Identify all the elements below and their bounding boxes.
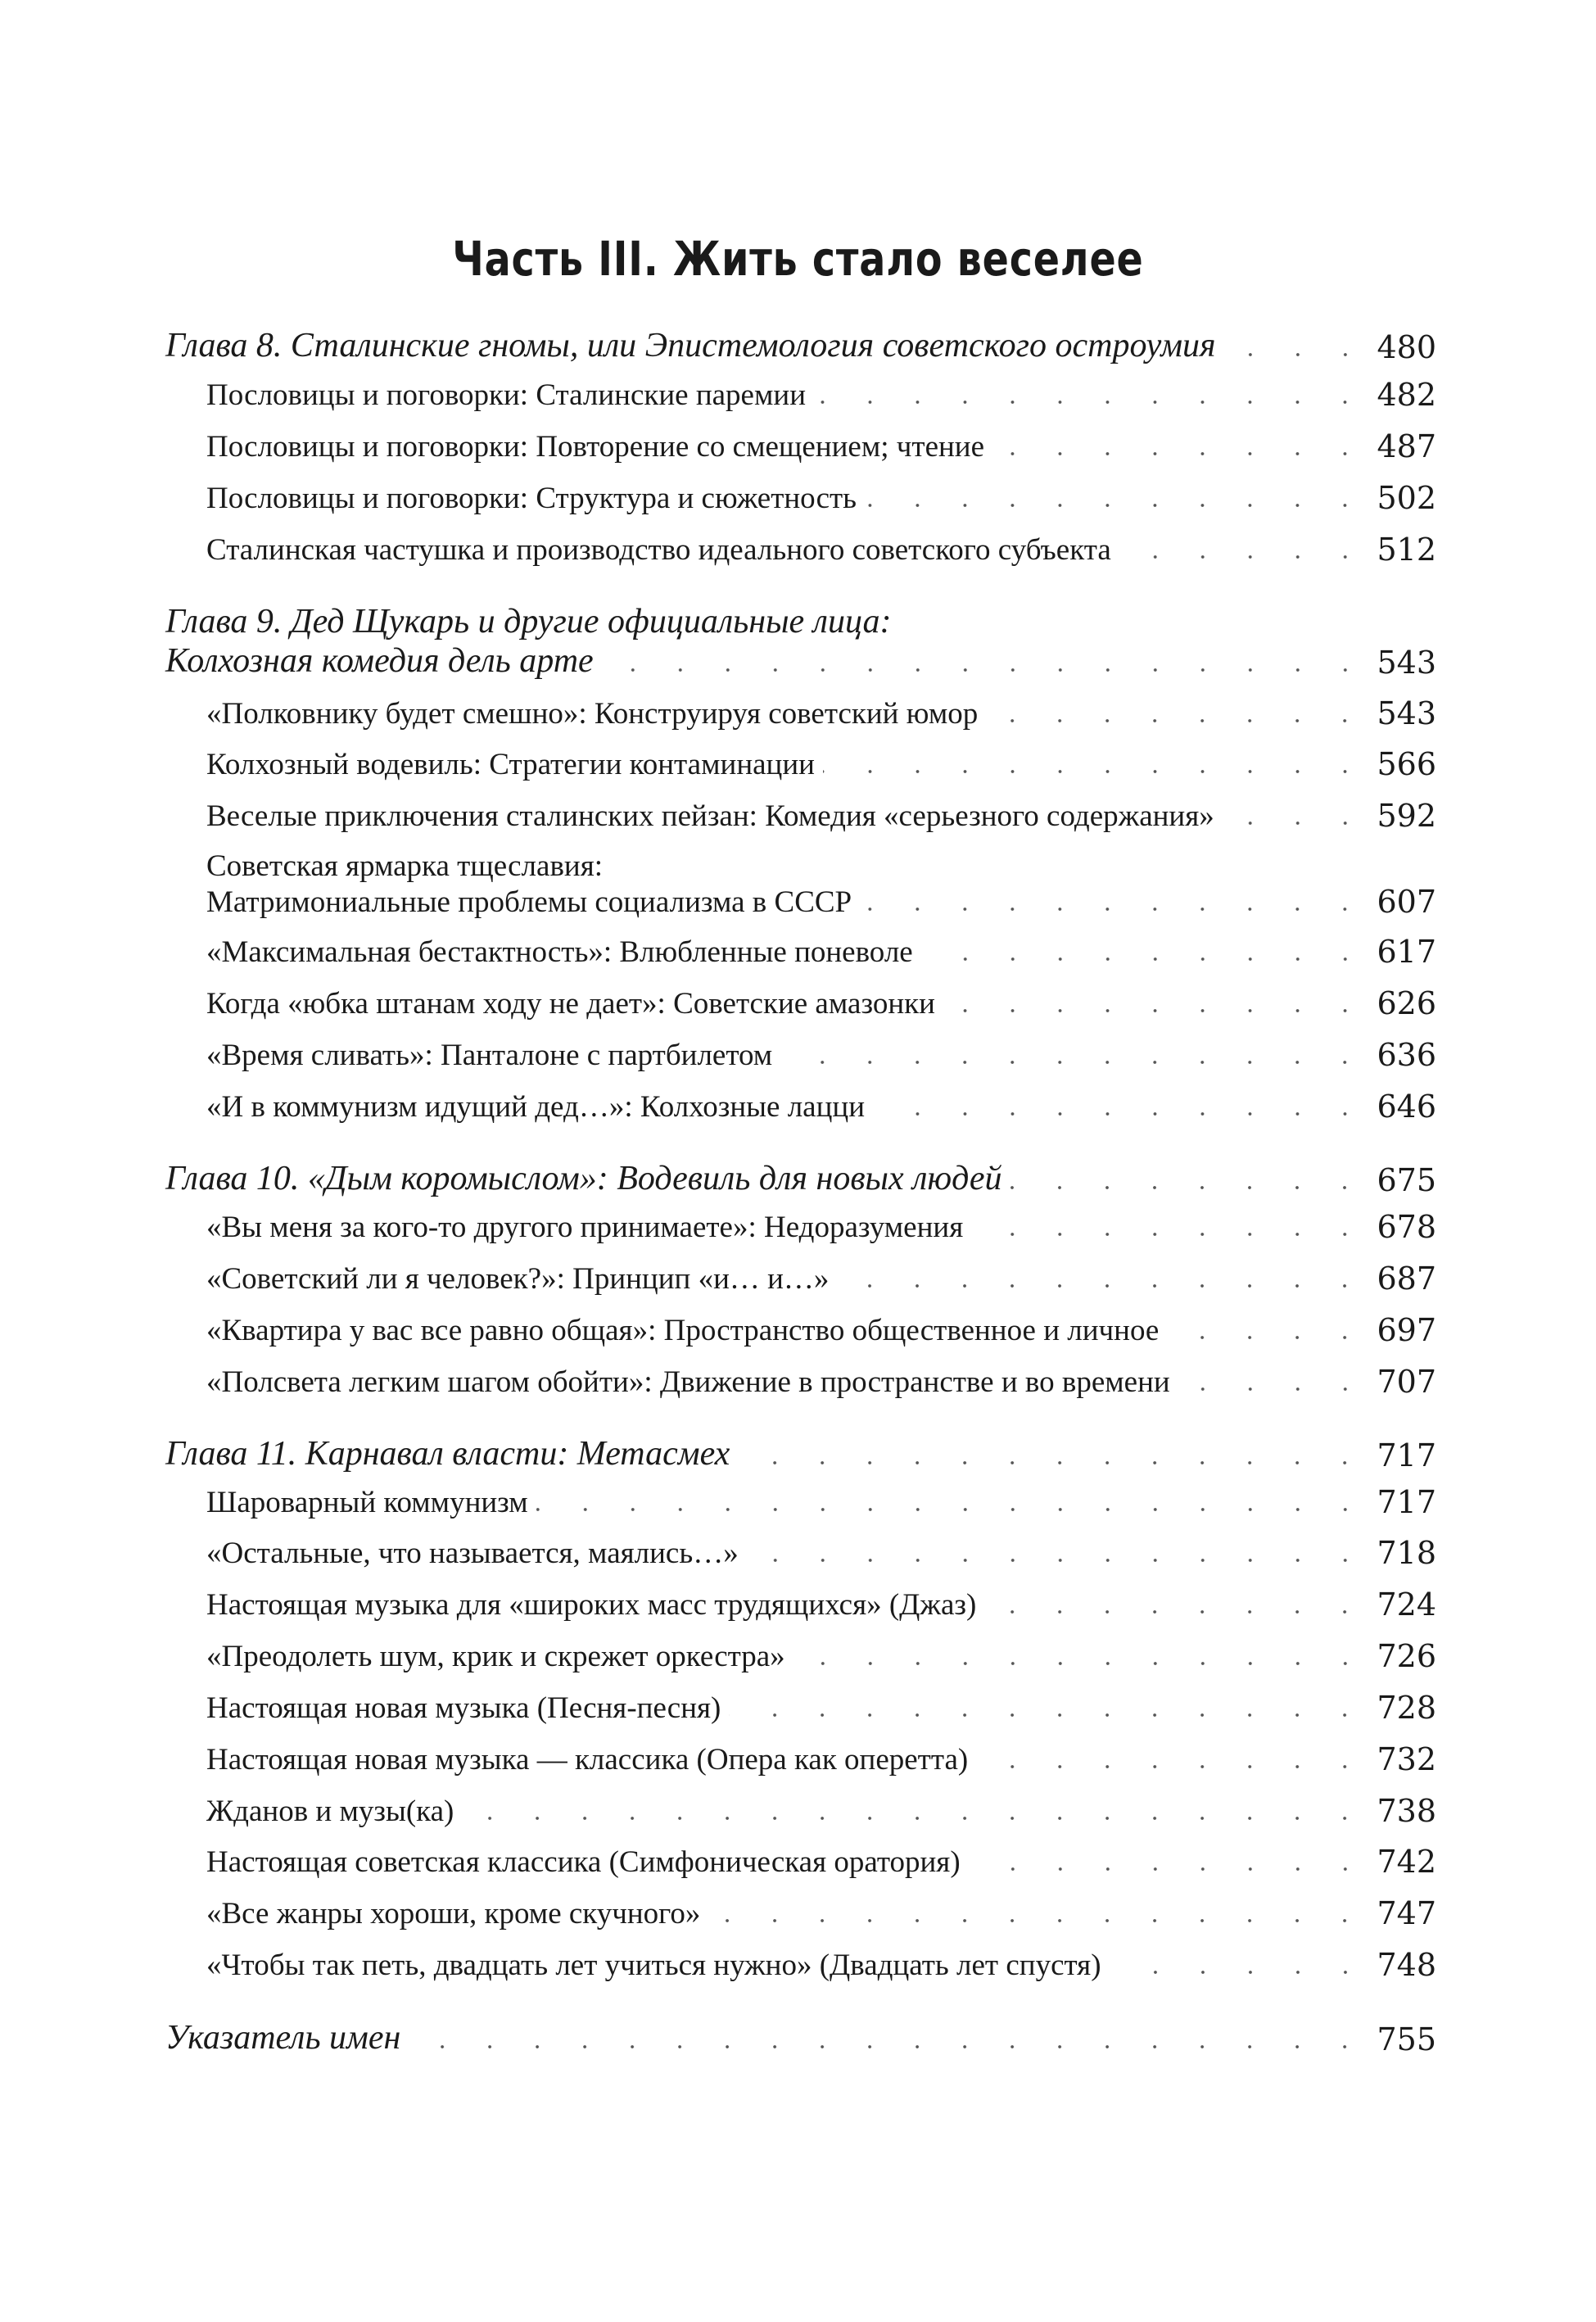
entry-title: «Советский ли я человек?»: Принцип «и… и…» bbox=[206, 1262, 830, 1296]
dot-leader bbox=[984, 1608, 1368, 1616]
toc-entry[interactable] bbox=[206, 1484, 1436, 1520]
entry-title: «Полсвета легким шагом обойти»: Движение в пространстве и во времени bbox=[206, 1365, 1170, 1399]
page-number: 566 bbox=[1377, 746, 1436, 782]
toc-entry[interactable] bbox=[206, 934, 1436, 970]
page-number: 732 bbox=[1377, 1741, 1436, 1777]
toc-chapter-9[interactable] bbox=[165, 602, 1436, 681]
dot-leader bbox=[462, 1814, 1368, 1822]
dot-leader bbox=[976, 1763, 1368, 1771]
dot-leader bbox=[971, 1230, 1368, 1238]
dot-leader bbox=[1223, 819, 1369, 827]
page-number: 724 bbox=[1377, 1586, 1436, 1623]
toc-entry[interactable] bbox=[206, 1947, 1436, 1983]
dot-leader bbox=[409, 2043, 1368, 2051]
entry-title: «Квартира у вас все равно общая»: Пространство общественное и личное bbox=[206, 1314, 1160, 1347]
chapter-title-line-1: Глава 9. Дед Щукарь и другие официальные лица: bbox=[165, 603, 892, 640]
dot-leader bbox=[823, 767, 1369, 776]
toc-entry[interactable] bbox=[206, 1844, 1436, 1880]
dot-leader bbox=[837, 1282, 1368, 1290]
page-number: 717 bbox=[1377, 1484, 1436, 1520]
dot-leader bbox=[729, 1711, 1368, 1719]
toc-entry[interactable] bbox=[206, 428, 1436, 464]
page-number: 718 bbox=[1377, 1535, 1436, 1571]
toc-entry[interactable] bbox=[206, 1638, 1436, 1674]
dot-leader bbox=[992, 450, 1368, 458]
toc-entry[interactable] bbox=[206, 1895, 1436, 1931]
dot-leader bbox=[536, 1505, 1369, 1514]
toc-chapter-11[interactable] bbox=[165, 1434, 1436, 1473]
entry-title: «Остальные, что называется, маялись…» bbox=[206, 1537, 739, 1570]
dot-leader bbox=[860, 905, 1368, 913]
toc-entry[interactable] bbox=[206, 1364, 1436, 1400]
dot-leader bbox=[1119, 553, 1369, 561]
page-number: 543 bbox=[1377, 695, 1436, 731]
part-title: Часть III. Жить стало веселее bbox=[452, 231, 1144, 287]
entry-title: Колхозный водевиль: Стратегии контаминации bbox=[206, 748, 815, 781]
entry-title: Настоящая новая музыка — классика (Опера как оперетта) bbox=[206, 1743, 969, 1777]
index-title: Указатель имен bbox=[165, 2019, 401, 2057]
page-number: 748 bbox=[1377, 1947, 1436, 1983]
entry-title: «Преодолеть шум, крик и скрежет оркестра» bbox=[206, 1640, 785, 1673]
page-number: 675 bbox=[1377, 1162, 1436, 1198]
toc-entry[interactable] bbox=[206, 849, 1436, 920]
chapter-title-line-2: Колхозная комедия дель арте bbox=[165, 642, 594, 680]
toc-entry[interactable] bbox=[206, 377, 1436, 413]
toc-entry[interactable] bbox=[206, 532, 1436, 568]
toc-entry[interactable] bbox=[206, 1261, 1436, 1297]
page-number: 607 bbox=[1377, 884, 1436, 920]
toc-entry[interactable] bbox=[206, 1690, 1436, 1726]
dot-leader bbox=[1110, 1968, 1369, 1976]
dot-leader bbox=[943, 1007, 1369, 1015]
page-number: 747 bbox=[1377, 1895, 1436, 1931]
dot-leader bbox=[1178, 1385, 1369, 1393]
page-number: 726 bbox=[1377, 1638, 1436, 1674]
dot-leader bbox=[814, 398, 1368, 406]
entry-title: Шароварный коммунизм bbox=[206, 1486, 528, 1519]
entry-title: «Полковнику будет смешно»: Конструируя советский юмор bbox=[206, 697, 979, 731]
page-number: 755 bbox=[1377, 2021, 1436, 2057]
chapter-title: Глава 10. «Дым коромыслом»: Водевиль для новых людей bbox=[165, 1160, 1002, 1197]
toc-entry[interactable] bbox=[206, 1535, 1436, 1571]
toc-entry[interactable] bbox=[206, 985, 1436, 1021]
entry-title: «Чтобы так петь, двадцать лет учиться нужно» (Двадцать лет спустя) bbox=[206, 1949, 1101, 1982]
page-number: 687 bbox=[1377, 1261, 1436, 1297]
entry-title: Настоящая советская классика (Симфоническая оратория) bbox=[206, 1845, 961, 1879]
dot-leader bbox=[873, 1110, 1368, 1118]
entry-title: Когда «юбка штанам ходу не дает»: Советские амазонки bbox=[206, 987, 935, 1021]
entry-title: Сталинская частушка и производство идеального советского субъекта bbox=[206, 533, 1111, 567]
page-number: 543 bbox=[1377, 645, 1436, 681]
dot-leader bbox=[921, 955, 1369, 963]
entry-title: Пословицы и поговорки: Повторение со смещением; чтение bbox=[206, 430, 985, 464]
page-number: 707 bbox=[1377, 1364, 1436, 1400]
entry-title: Настоящая музыка для «широких масс трудящихся» (Джаз) bbox=[206, 1588, 977, 1622]
page-number: 617 bbox=[1377, 934, 1436, 970]
entry-title: Пословицы и поговорки: Сталинские паремии bbox=[206, 378, 806, 412]
page-number: 697 bbox=[1377, 1312, 1436, 1348]
page-number: 678 bbox=[1377, 1209, 1436, 1245]
entry-title-line-1: Советская ярмарка тщеславия: bbox=[206, 849, 604, 883]
entry-title: Веселые приключения сталинских пейзан: Комедия «серьезного содержания» bbox=[206, 799, 1214, 833]
page-number: 717 bbox=[1377, 1437, 1436, 1473]
page-number: 728 bbox=[1377, 1690, 1436, 1726]
chapter-title: Глава 8. Сталинские гномы, или Эпистемология советского остроумия bbox=[165, 327, 1216, 364]
toc-entry[interactable] bbox=[206, 1089, 1436, 1125]
toc-entry[interactable] bbox=[206, 1741, 1436, 1777]
page-number: 646 bbox=[1377, 1089, 1436, 1125]
page-number: 480 bbox=[1377, 329, 1436, 365]
toc-entry[interactable] bbox=[206, 480, 1436, 516]
toc-entry[interactable] bbox=[206, 1209, 1436, 1245]
entry-title: Жданов и музы(ка) bbox=[206, 1795, 454, 1828]
entry-title: Настоящая новая музыка (Песня-песня) bbox=[206, 1691, 721, 1725]
toc-chapter-10[interactable] bbox=[165, 1159, 1436, 1198]
page-number: 742 bbox=[1377, 1844, 1436, 1880]
toc-chapter-8[interactable] bbox=[165, 326, 1436, 365]
dot-leader bbox=[738, 1459, 1368, 1467]
dot-leader bbox=[602, 666, 1369, 674]
entry-title: «И в коммунизм идущий дед…»: Колхозные лацци bbox=[206, 1090, 865, 1124]
dot-leader bbox=[747, 1556, 1369, 1564]
dot-leader bbox=[780, 1058, 1368, 1066]
page-number: 482 bbox=[1377, 377, 1436, 413]
dot-leader bbox=[969, 1865, 1369, 1873]
chapter-title: Глава 11. Карнавал власти: Метасмех bbox=[165, 1435, 730, 1473]
entry-title: «Вы меня за кого-то другого принимаете»: Недоразумения bbox=[206, 1211, 964, 1244]
page-number: 626 bbox=[1377, 985, 1436, 1021]
entry-title: «Время сливать»: Панталоне с партбилетом bbox=[206, 1039, 773, 1072]
toc-entry[interactable] bbox=[206, 1312, 1436, 1348]
toc-entry[interactable] bbox=[206, 746, 1436, 782]
toc-entry[interactable] bbox=[206, 695, 1436, 731]
entry-title: «Максимальная бестактность»: Влюбленные поневоле bbox=[206, 935, 913, 969]
dot-leader bbox=[986, 717, 1368, 725]
dot-leader bbox=[1010, 1184, 1368, 1192]
page-number: 592 bbox=[1377, 798, 1436, 834]
page-number: 738 bbox=[1377, 1793, 1436, 1829]
dot-leader bbox=[1224, 351, 1369, 359]
dot-leader bbox=[793, 1659, 1369, 1668]
dot-leader bbox=[1167, 1333, 1368, 1342]
page-number: 512 bbox=[1377, 532, 1436, 568]
toc-entry[interactable] bbox=[206, 1037, 1436, 1073]
entry-title: «Все жанры хороши, кроме скучного» bbox=[206, 1897, 701, 1930]
page-number: 502 bbox=[1377, 480, 1436, 516]
dot-leader bbox=[708, 1917, 1368, 1925]
page-number: 487 bbox=[1377, 428, 1436, 464]
entry-title-line-2: Матримониальные проблемы социализма в СССР bbox=[206, 885, 852, 919]
toc-index[interactable] bbox=[165, 2018, 1436, 2057]
entry-title: Пословицы и поговорки: Структура и сюжетность bbox=[206, 482, 857, 515]
toc-entry[interactable] bbox=[206, 1793, 1436, 1829]
toc-entry[interactable] bbox=[206, 1586, 1436, 1623]
dot-leader bbox=[865, 501, 1368, 509]
toc-entry[interactable] bbox=[206, 798, 1436, 834]
page-number: 636 bbox=[1377, 1037, 1436, 1073]
